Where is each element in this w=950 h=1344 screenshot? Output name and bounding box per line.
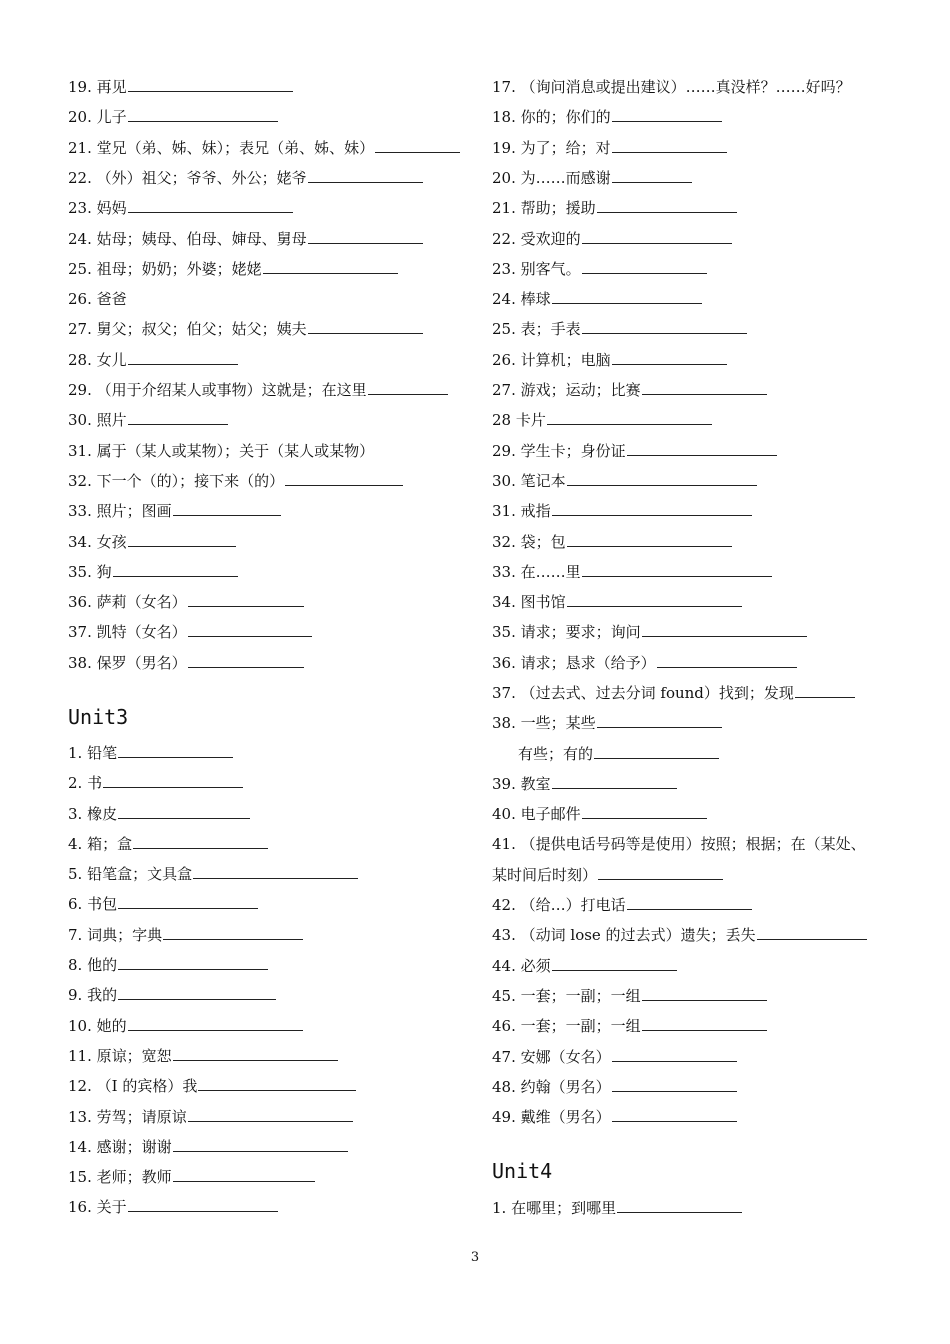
vocab-item [492, 532, 732, 552]
item-label: 26. 爸爸 [68, 290, 127, 308]
vocab-item [492, 986, 767, 1006]
answer-blank[interactable] [612, 1107, 737, 1122]
vocab-item [492, 138, 727, 158]
vocab-item [68, 1016, 303, 1036]
answer-blank[interactable] [598, 865, 723, 880]
vocab-item [68, 289, 127, 309]
answer-blank[interactable] [567, 592, 742, 607]
answer-blank[interactable] [128, 532, 236, 547]
vocab-item [68, 107, 278, 127]
item-label: 22. 受欢迎的 [492, 230, 581, 248]
item-label: 13. 劳驾；请原谅 [68, 1108, 187, 1126]
item-label: 某时间后时刻） [492, 866, 598, 884]
vocab-item [492, 653, 797, 673]
answer-blank[interactable] [594, 744, 719, 759]
answer-blank[interactable] [128, 77, 293, 92]
item-label: 1. 铅笔 [68, 744, 118, 762]
item-label: 37. 凯特（女名） [68, 623, 187, 641]
answer-blank[interactable] [308, 319, 423, 334]
vocab-item [492, 562, 772, 582]
item-label: 15. 老师；教师 [68, 1168, 172, 1186]
answer-blank[interactable] [173, 501, 281, 516]
item-label: 3. 橡皮 [68, 805, 118, 823]
answer-blank[interactable] [617, 1198, 742, 1213]
item-label: 36. 萨莉（女名） [68, 593, 187, 611]
vocab-item [492, 713, 722, 733]
answer-blank[interactable] [128, 1016, 303, 1031]
answer-blank[interactable] [128, 410, 228, 425]
item-label: 32. 下一个（的）；接下来（的） [68, 472, 285, 490]
item-label: 24. 棒球 [492, 290, 551, 308]
item-label: 27. 游戏；运动；比赛 [492, 381, 641, 399]
answer-blank[interactable] [552, 289, 702, 304]
answer-blank[interactable] [657, 653, 797, 668]
answer-blank[interactable] [627, 441, 777, 456]
unit-heading: Unit3 [68, 705, 129, 729]
answer-blank[interactable] [188, 1107, 353, 1122]
vocab-item [68, 350, 238, 370]
item-label: 44. 必须 [492, 957, 551, 975]
answer-blank[interactable] [547, 410, 712, 425]
answer-blank[interactable] [642, 380, 767, 395]
item-label: 33. 照片；图画 [68, 502, 172, 520]
answer-blank[interactable] [552, 774, 677, 789]
item-label: 19. 为了；给；对 [492, 139, 611, 157]
vocab-item [68, 532, 236, 552]
item-label: 36. 请求；恳求（给予） [492, 654, 656, 672]
item-label: 有些；有的 [518, 745, 594, 763]
answer-blank[interactable] [113, 562, 238, 577]
vocab-item [492, 622, 807, 642]
item-label: 29. （用于介绍某人或事物）这就是；在这里 [68, 381, 367, 399]
answer-blank[interactable] [567, 532, 732, 547]
vocab-item [68, 501, 281, 521]
answer-blank[interactable] [582, 229, 732, 244]
item-label: 20. 为……而感谢 [492, 169, 611, 187]
item-label: 28. 女儿 [68, 351, 127, 369]
item-label: 26. 计算机；电脑 [492, 351, 611, 369]
item-label: 18. 你的；你们的 [492, 108, 611, 126]
answer-blank[interactable] [612, 1077, 737, 1092]
answer-blank[interactable] [582, 259, 707, 274]
vocab-item [492, 77, 851, 97]
item-label: 34. 女孩 [68, 533, 127, 551]
unit-heading: Unit4 [492, 1159, 553, 1183]
vocab-item [68, 653, 304, 673]
answer-blank[interactable] [128, 198, 293, 213]
item-label: 40. 电子邮件 [492, 805, 581, 823]
answer-blank[interactable] [552, 501, 752, 516]
item-label: 29. 学生卡；身份证 [492, 442, 626, 460]
item-label: 33. 在……里 [492, 563, 581, 581]
vocab-item [68, 380, 448, 400]
item-label: 16. 关于 [68, 1198, 127, 1216]
answer-blank[interactable] [612, 350, 727, 365]
item-label: 23. 妈妈 [68, 199, 127, 217]
answer-blank[interactable] [368, 380, 448, 395]
vocab-item [492, 229, 732, 249]
item-label: 8. 他的 [68, 956, 118, 974]
item-label: 31. 戒指 [492, 502, 551, 520]
vocab-item [492, 925, 867, 945]
answer-blank[interactable] [582, 804, 707, 819]
answer-blank[interactable] [597, 713, 722, 728]
vocab-item [492, 865, 723, 885]
item-label: 17. （询问消息或提出建议）……真没样？……好吗？ [492, 78, 851, 96]
item-label: 27. 舅父；叔父；伯父；姑父；姨夫 [68, 320, 307, 338]
vocab-item [492, 1016, 767, 1036]
answer-blank[interactable] [128, 1197, 278, 1212]
item-label: 21. 堂兄（弟、姊、妹）；表兄（弟、姊、妹） [68, 139, 375, 157]
vocab-item [68, 168, 423, 188]
vocab-item [68, 592, 304, 612]
item-label: 23. 别客气。 [492, 260, 581, 278]
vocab-item [68, 441, 374, 461]
vocab-item [492, 107, 722, 127]
vocab-item [68, 138, 460, 158]
answer-blank[interactable] [757, 925, 867, 940]
item-label: 28 卡片 [492, 411, 546, 429]
answer-blank[interactable] [188, 653, 304, 668]
item-label: 30. 笔记本 [492, 472, 566, 490]
item-label: 38. 保罗（男名） [68, 654, 187, 672]
vocab-item [492, 380, 767, 400]
item-label: 21. 帮助；援助 [492, 199, 596, 217]
item-label: 37. （过去式、过去分词 found）找到；发现 [492, 684, 794, 702]
item-label: 25. 祖母；奶奶；外婆；姥姥 [68, 260, 262, 278]
vocab-item [492, 168, 692, 188]
vocab-item [68, 1076, 356, 1096]
vocab-item [492, 259, 707, 279]
answer-blank[interactable] [118, 743, 233, 758]
item-label: 4. 箱；盒 [68, 835, 133, 853]
vocab-item [492, 350, 727, 370]
answer-blank[interactable] [642, 1016, 767, 1031]
vocab-item [68, 834, 268, 854]
vocab-item [68, 622, 312, 642]
item-label: 14. 感谢；谢谢 [68, 1138, 172, 1156]
vocab-item [492, 592, 742, 612]
answer-blank[interactable] [627, 895, 752, 910]
vocab-item [518, 744, 719, 764]
item-label: 25. 表；手表 [492, 320, 581, 338]
answer-blank[interactable] [642, 622, 807, 637]
answer-blank[interactable] [133, 834, 268, 849]
item-label: 30. 照片 [68, 411, 127, 429]
item-label: 34. 图书馆 [492, 593, 566, 611]
answer-blank[interactable] [173, 1137, 348, 1152]
item-label: 46. 一套；一副；一组 [492, 1017, 641, 1035]
answer-blank[interactable] [118, 894, 258, 909]
vocab-item [492, 319, 747, 339]
answer-blank[interactable] [193, 864, 358, 879]
answer-blank[interactable] [118, 804, 250, 819]
vocab-item [492, 774, 677, 794]
item-label: 5. 铅笔盒；文具盒 [68, 865, 193, 883]
item-label: 32. 袋；包 [492, 533, 566, 551]
item-label: 1. 在哪里；到哪里 [492, 1199, 617, 1217]
vocab-item [68, 562, 238, 582]
vocab-item [492, 471, 757, 491]
vocab-item [492, 1047, 737, 1067]
vocab-item [68, 410, 228, 430]
vocab-item [68, 1197, 278, 1217]
vocab-item [68, 1107, 353, 1127]
item-label: 20. 儿子 [68, 108, 127, 126]
answer-blank[interactable] [163, 925, 303, 940]
answer-blank[interactable] [173, 1167, 315, 1182]
answer-blank[interactable] [118, 985, 276, 1000]
answer-blank[interactable] [188, 592, 304, 607]
item-label: 43. （动词 lose 的过去式）遗失；丢失 [492, 926, 756, 944]
item-label: 35. 狗 [68, 563, 112, 581]
answer-blank[interactable] [128, 107, 278, 122]
vocab-item [492, 834, 866, 854]
item-label: 45. 一套；一副；一组 [492, 987, 641, 1005]
item-label: 41. （提供电话号码等是使用）按照；根据；在（某处、 [492, 835, 866, 853]
item-label: 6. 书包 [68, 895, 118, 913]
item-label: 9. 我的 [68, 986, 118, 1004]
answer-blank[interactable] [285, 471, 403, 486]
vocab-item [68, 1046, 338, 1066]
answer-blank[interactable] [103, 773, 243, 788]
vocab-item [68, 259, 398, 279]
vocab-item [68, 1137, 348, 1157]
vocab-item [68, 77, 293, 97]
item-label: 42. （给…）打电话 [492, 896, 626, 914]
answer-blank[interactable] [552, 956, 677, 971]
vocab-item [68, 894, 258, 914]
answer-blank[interactable] [795, 683, 855, 698]
page-number: 3 [470, 1250, 480, 1265]
answer-blank[interactable] [612, 138, 727, 153]
vocab-item [68, 471, 403, 491]
vocab-item [68, 985, 276, 1005]
vocab-item [68, 864, 358, 884]
answer-blank[interactable] [308, 229, 423, 244]
item-label: 2. 书 [68, 774, 103, 792]
item-label: 48. 约翰（男名） [492, 1078, 611, 1096]
vocab-item [68, 319, 423, 339]
item-label: 11. 原谅；宽恕 [68, 1047, 172, 1065]
answer-blank[interactable] [128, 350, 238, 365]
vocab-item [492, 1107, 737, 1127]
item-label: 19. 再见 [68, 78, 127, 96]
answer-blank[interactable] [188, 622, 312, 637]
vocab-item [68, 743, 233, 763]
vocab-item [492, 1198, 742, 1218]
vocab-item [68, 198, 293, 218]
answer-blank[interactable] [612, 107, 722, 122]
answer-blank[interactable] [582, 562, 772, 577]
vocab-item [68, 773, 243, 793]
vocab-item [492, 895, 752, 915]
item-label: 47. 安娜（女名） [492, 1048, 611, 1066]
vocab-item [492, 1077, 737, 1097]
answer-blank[interactable] [263, 259, 398, 274]
answer-blank[interactable] [642, 986, 767, 1001]
answer-blank[interactable] [597, 198, 737, 213]
answer-blank[interactable] [567, 471, 757, 486]
answer-blank[interactable] [173, 1046, 338, 1061]
item-label: 49. 戴维（男名） [492, 1108, 611, 1126]
item-label: 10. 她的 [68, 1017, 127, 1035]
item-label: 38. 一些；某些 [492, 714, 596, 732]
answer-blank[interactable] [582, 319, 747, 334]
item-label: 24. 姑母；姨母、伯母、婶母、舅母 [68, 230, 307, 248]
item-label: 35. 请求；要求；询问 [492, 623, 641, 641]
item-label: 31. 属于（某人或某物）；关于（某人或某物） [68, 442, 375, 460]
item-label: 22. （外）祖父；爷爷、外公；姥爷 [68, 169, 307, 187]
vocab-item [68, 955, 268, 975]
vocab-item [492, 956, 677, 976]
vocab-item [492, 441, 777, 461]
item-label: 39. 教室 [492, 775, 551, 793]
item-label: 7. 词典；字典 [68, 926, 163, 944]
vocab-item [492, 804, 707, 824]
item-label: 12. （I 的宾格）我 [68, 1077, 198, 1095]
vocab-item [68, 1167, 315, 1187]
vocab-item [492, 198, 737, 218]
answer-blank[interactable] [612, 1047, 737, 1062]
vocab-item [492, 683, 855, 703]
vocab-item [68, 229, 423, 249]
answer-blank[interactable] [375, 138, 460, 153]
vocab-item [492, 410, 712, 430]
answer-blank[interactable] [308, 168, 423, 183]
vocab-item [492, 289, 702, 309]
vocab-item [68, 925, 303, 945]
answer-blank[interactable] [198, 1076, 356, 1091]
vocab-item [68, 804, 250, 824]
answer-blank[interactable] [118, 955, 268, 970]
answer-blank[interactable] [612, 168, 692, 183]
vocab-item [492, 501, 752, 521]
